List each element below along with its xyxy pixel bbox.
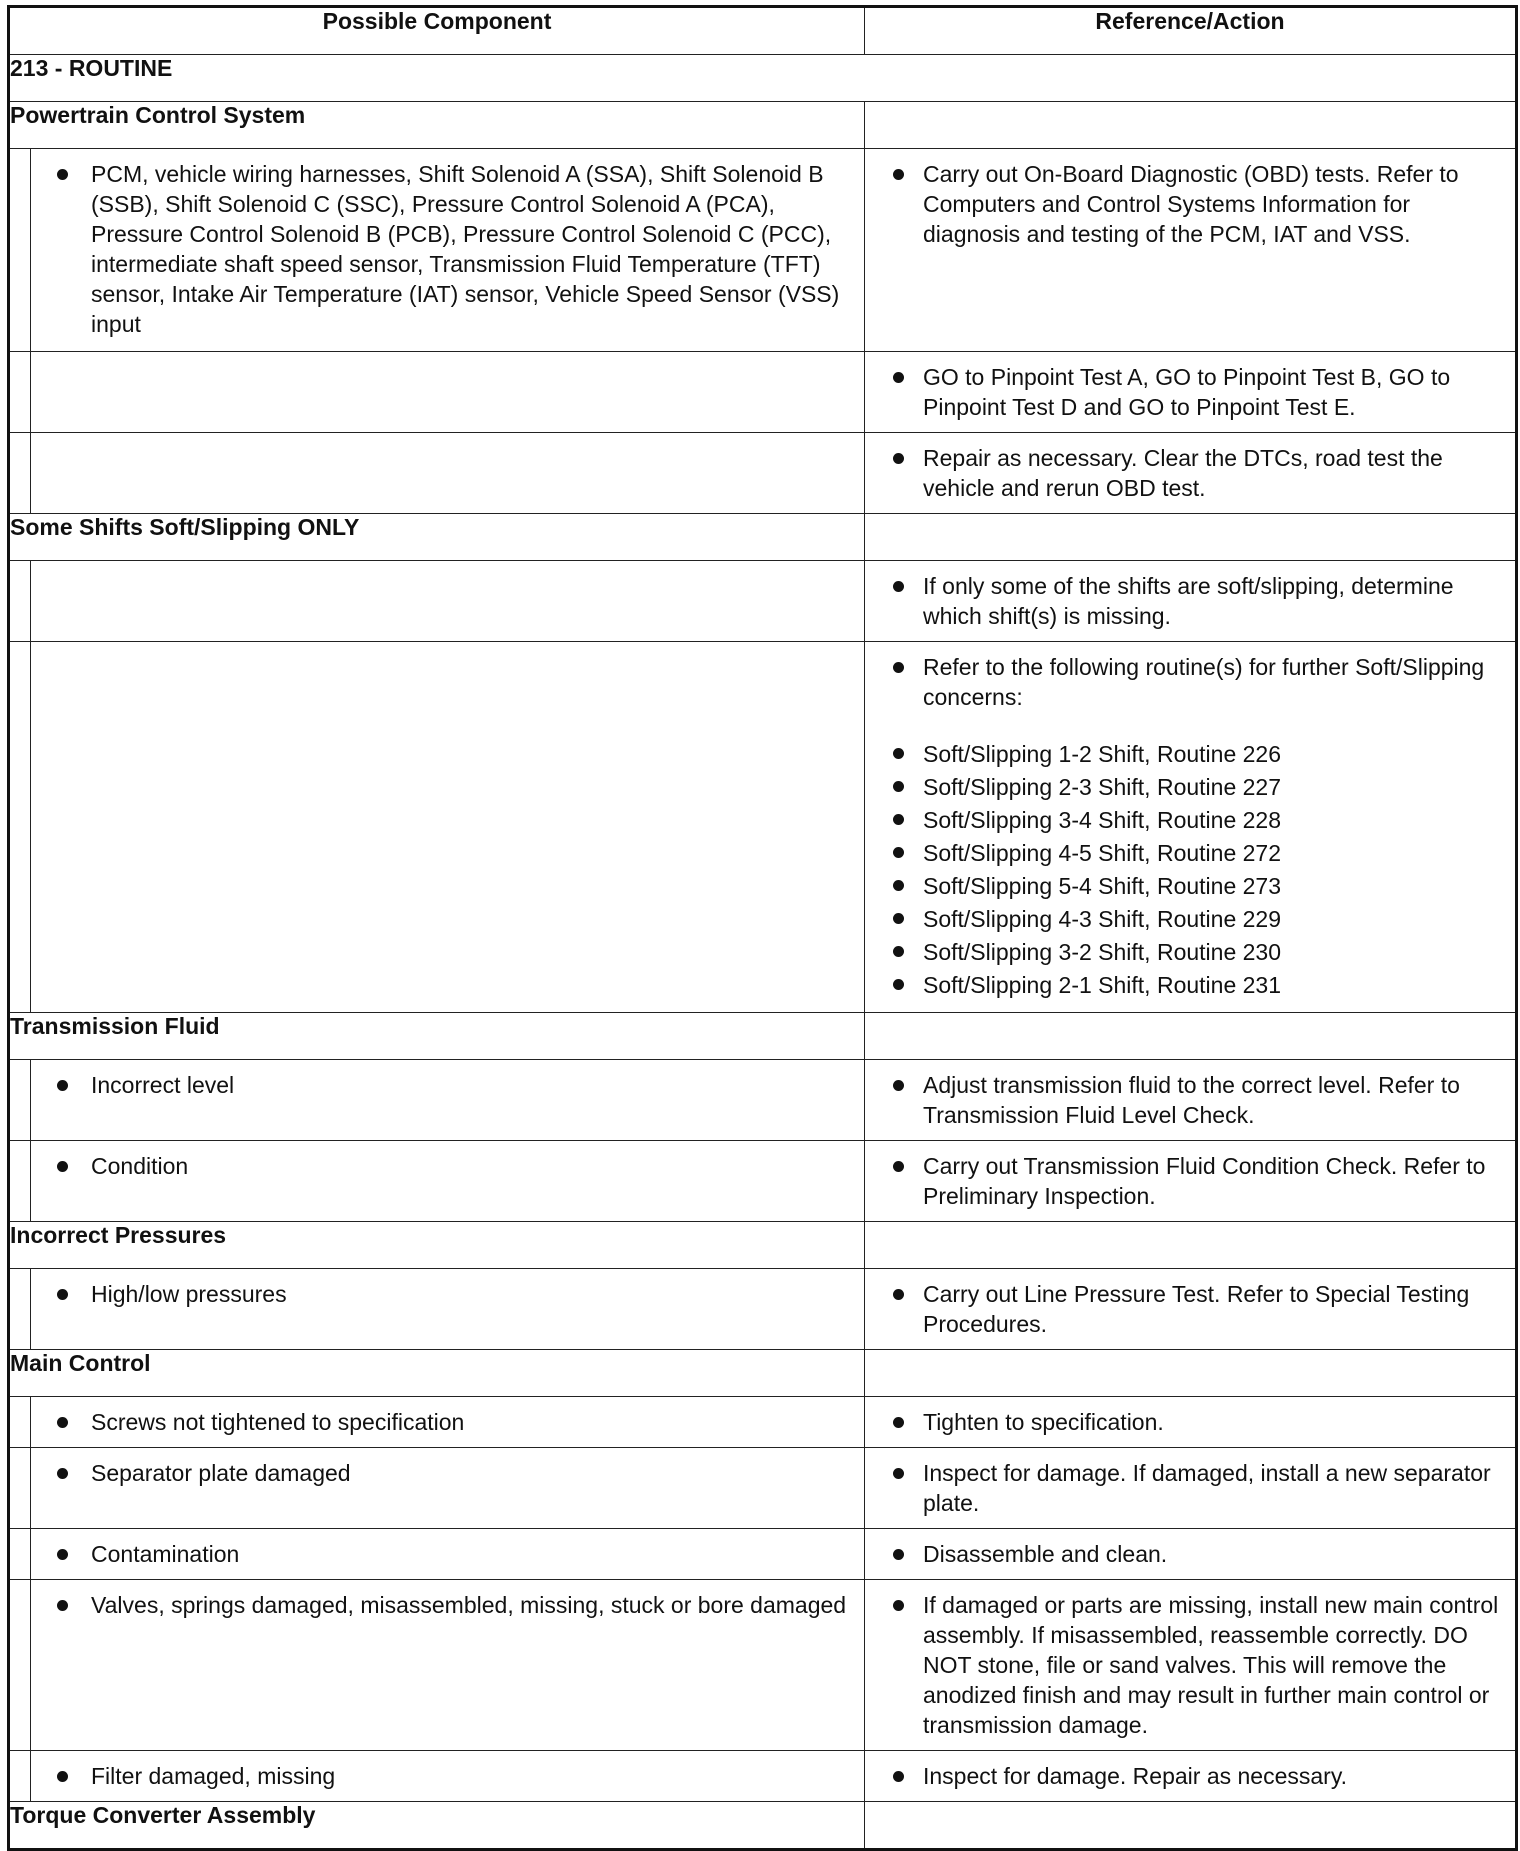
routine-title-row bbox=[9, 55, 1517, 102]
section-row bbox=[9, 1350, 1517, 1397]
column-header-reference: Reference/Action bbox=[865, 7, 1517, 55]
routine-link-item: Soft/Slipping 2-1 Shift, Routine 231 bbox=[865, 969, 1509, 1002]
reference-item: GO to Pinpoint Test A, GO to Pinpoint Test B, GO to Pinpoint Test D and GO to Pinpoint Test E. bbox=[865, 362, 1509, 422]
diagnostic-table bbox=[7, 5, 1518, 1851]
reference-item: Adjust transmission fluid to the correct level. Refer to Transmission Fluid Level Check. bbox=[865, 1070, 1509, 1130]
component-cell-empty bbox=[31, 352, 865, 433]
table-row bbox=[9, 1529, 1517, 1580]
diagnostic-document bbox=[7, 5, 1515, 1851]
component-cell bbox=[31, 1060, 865, 1141]
component-item: Filter damaged, missing bbox=[31, 1761, 858, 1791]
reference-item: Refer to the following routine(s) for further Soft/Slipping concerns: bbox=[865, 652, 1509, 712]
component-cell bbox=[31, 1397, 865, 1448]
component-cell bbox=[31, 1448, 865, 1529]
section-title-pressures: Incorrect Pressures bbox=[9, 1222, 865, 1269]
routine-link-item: Soft/Slipping 2-3 Shift, Routine 227 bbox=[865, 771, 1509, 804]
table-row bbox=[9, 433, 1517, 514]
reference-cell bbox=[865, 642, 1517, 1013]
routine-link-item: Soft/Slipping 3-2 Shift, Routine 230 bbox=[865, 936, 1509, 969]
component-item: PCM, vehicle wiring harnesses, Shift Solenoid A (SSA), Shift Solenoid B (SSB), Shift Solenoid C (SSC), Pressure Control Solenoid A (PCA), Pressure Control Solenoid B (PCB), Pressure Control Solenoid C (PCC), intermediate shaft speed sensor, Transmission Fluid Temperature (TFT) sensor, Intake Air Temperature (IAT) sensor, Vehicle Speed Sensor (VSS) input bbox=[31, 159, 858, 339]
table-row bbox=[9, 1141, 1517, 1222]
component-cell bbox=[31, 1141, 865, 1222]
component-cell bbox=[31, 1751, 865, 1802]
section-title-torque: Torque Converter Assembly bbox=[9, 1802, 865, 1850]
reference-item: Inspect for damage. Repair as necessary. bbox=[865, 1761, 1509, 1791]
section-title-soft: Some Shifts Soft/Slipping ONLY bbox=[9, 514, 865, 561]
routine-link-item: Soft/Slipping 4-3 Shift, Routine 229 bbox=[865, 903, 1509, 936]
component-item: Screws not tightened to specification bbox=[31, 1407, 858, 1437]
routine-link-item: Soft/Slipping 1-2 Shift, Routine 226 bbox=[865, 738, 1509, 771]
component-item: High/low pressures bbox=[31, 1279, 858, 1309]
component-cell-empty bbox=[31, 433, 865, 514]
component-item: Incorrect level bbox=[31, 1070, 858, 1100]
table-row bbox=[9, 1448, 1517, 1529]
component-item: Separator plate damaged bbox=[31, 1458, 858, 1488]
reference-item: Repair as necessary. Clear the DTCs, road test the vehicle and rerun OBD test. bbox=[865, 443, 1509, 503]
routine-link-item: Soft/Slipping 3-4 Shift, Routine 228 bbox=[865, 804, 1509, 837]
column-header-component: Possible Component bbox=[9, 7, 865, 55]
section-title-pcs: Powertrain Control System bbox=[9, 102, 865, 149]
section-row bbox=[9, 514, 1517, 561]
reference-cell bbox=[865, 561, 1517, 642]
component-cell bbox=[31, 1529, 865, 1580]
reference-cell bbox=[865, 1448, 1517, 1529]
routine-link-item: Soft/Slipping 5-4 Shift, Routine 273 bbox=[865, 870, 1509, 903]
table-row bbox=[9, 1751, 1517, 1802]
reference-cell bbox=[865, 352, 1517, 433]
component-item: Condition bbox=[31, 1151, 858, 1181]
component-cell bbox=[31, 1580, 865, 1751]
indent-cell bbox=[9, 149, 31, 352]
section-ref-empty bbox=[865, 102, 1517, 149]
reference-item: Carry out Line Pressure Test. Refer to Special Testing Procedures. bbox=[865, 1279, 1509, 1339]
component-item: Contamination bbox=[31, 1539, 858, 1569]
table-row bbox=[9, 352, 1517, 433]
component-cell-empty bbox=[31, 642, 865, 1013]
component-cell bbox=[31, 149, 865, 352]
section-row bbox=[9, 1013, 1517, 1060]
reference-cell bbox=[865, 149, 1517, 352]
reference-cell bbox=[865, 1269, 1517, 1350]
component-cell bbox=[31, 1269, 865, 1350]
table-row bbox=[9, 1397, 1517, 1448]
reference-cell bbox=[865, 1529, 1517, 1580]
component-item: Valves, springs damaged, misassembled, missing, stuck or bore damaged bbox=[31, 1590, 858, 1620]
reference-item: If damaged or parts are missing, install new main control assembly. If misassembled, reassemble correctly. DO NOT stone, file or sand valves. This will remove the anodized finish and may result in further main control or transmission damage. bbox=[865, 1590, 1509, 1740]
reference-cell bbox=[865, 1141, 1517, 1222]
table-row bbox=[9, 1060, 1517, 1141]
section-row bbox=[9, 1222, 1517, 1269]
table-row bbox=[9, 149, 1517, 352]
reference-cell bbox=[865, 1397, 1517, 1448]
routine-link-item: Soft/Slipping 4-5 Shift, Routine 272 bbox=[865, 837, 1509, 870]
table-row bbox=[9, 1269, 1517, 1350]
reference-item: Carry out On-Board Diagnostic (OBD) tests. Refer to Computers and Control Systems Information for diagnosis and testing of the PCM, IAT and VSS. bbox=[865, 159, 1509, 249]
reference-item: Tighten to specification. bbox=[865, 1407, 1509, 1437]
reference-cell bbox=[865, 1751, 1517, 1802]
reference-item: If only some of the shifts are soft/slipping, determine which shift(s) is missing. bbox=[865, 571, 1509, 631]
component-cell-empty bbox=[31, 561, 865, 642]
section-title-main: Main Control bbox=[9, 1350, 865, 1397]
table-row bbox=[9, 1580, 1517, 1751]
table-header-row bbox=[9, 7, 1517, 55]
table-row bbox=[9, 561, 1517, 642]
reference-cell bbox=[865, 1060, 1517, 1141]
section-title-fluid: Transmission Fluid bbox=[9, 1013, 865, 1060]
reference-item: Disassemble and clean. bbox=[865, 1539, 1509, 1569]
reference-cell bbox=[865, 1580, 1517, 1751]
reference-item: Carry out Transmission Fluid Condition Check. Refer to Preliminary Inspection. bbox=[865, 1151, 1509, 1211]
section-row bbox=[9, 1802, 1517, 1850]
routine-title: 213 - ROUTINE bbox=[9, 55, 1517, 102]
reference-item: Inspect for damage. If damaged, install a new separator plate. bbox=[865, 1458, 1509, 1518]
reference-cell bbox=[865, 433, 1517, 514]
table-row bbox=[9, 642, 1517, 1013]
section-row bbox=[9, 102, 1517, 149]
